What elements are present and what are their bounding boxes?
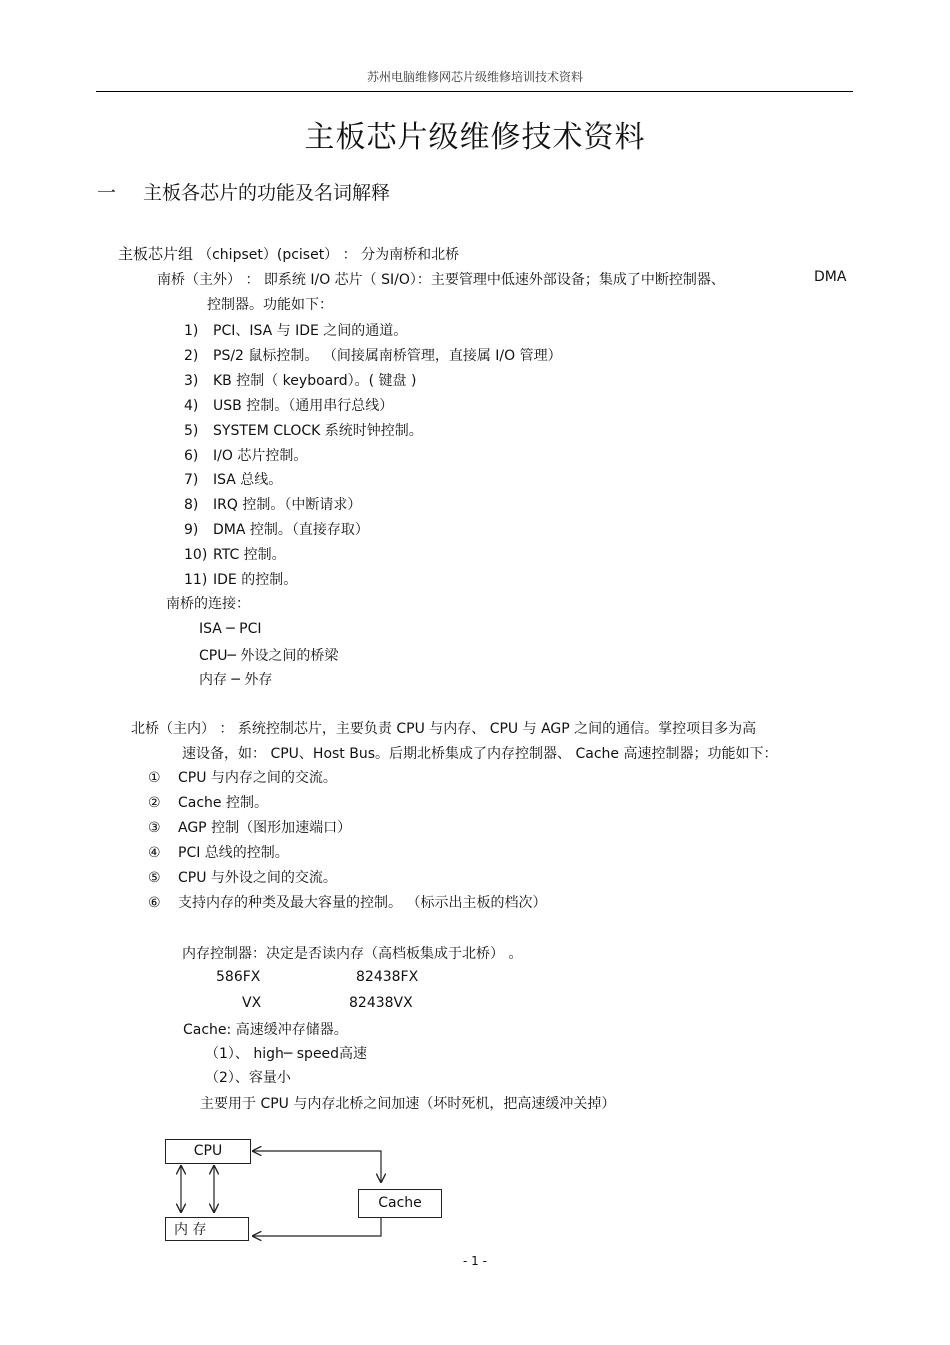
south-item-number: 1)	[184, 323, 199, 339]
northbridge-intro-line2: 速设备，如： CPU、Host Bus。后期北桥集成了内存控制器、 Cache 高速控制器；功能如下：	[182, 746, 778, 762]
north-item-text: PCI 总线的控制。	[178, 845, 289, 861]
south-item-number: 2)	[184, 347, 199, 364]
memctrl-chip: 82438VX	[349, 995, 413, 1011]
north-item-text: CPU 与内存之间的交流。	[178, 770, 337, 786]
south-item	[184, 469, 282, 489]
memory-controller-label: 内存控制器：决定是否读内存（高档板集成于北桥） 。	[182, 946, 523, 962]
page-number: - 1 -	[463, 1254, 487, 1268]
southbridge-intro-line1: 南桥（主外） ： 即系统 I/O 芯片（ SI/O）：主要管理中低速外部设备；集成了中断控制器、	[157, 272, 725, 288]
chipset-label: 主板芯片组	[118, 245, 194, 263]
south-item-text: SYSTEM CLOCK 系统时钟控制。	[213, 422, 423, 439]
memctrl-model: VX	[242, 995, 262, 1011]
south-item-number: 9)	[184, 522, 199, 539]
south-item-number: 4)	[184, 397, 199, 414]
north-item-number: ②	[148, 795, 161, 811]
southbridge-intro-dma: DMA	[814, 269, 847, 285]
connection-item: ISA ─ PCI	[199, 621, 262, 637]
chipset-line	[118, 243, 459, 264]
south-item-text: IRQ 控制。（中断请求）	[213, 497, 362, 514]
southbridge-connection-label: 南桥的连接：	[166, 596, 250, 612]
south-item	[184, 494, 361, 514]
south-item-number: 8)	[184, 497, 199, 514]
south-item	[184, 345, 562, 365]
memctrl-model: 586FX	[216, 969, 261, 985]
memctrl-chip: 82438FX	[356, 969, 419, 985]
south-item	[184, 544, 286, 564]
north-item	[148, 842, 289, 862]
south-item-number: 3)	[184, 372, 199, 389]
cache-point-1: （1）、 high─ speed高速	[205, 1046, 368, 1062]
diagram-cache-box: Cache	[358, 1189, 442, 1218]
north-item	[148, 817, 351, 837]
north-item-number: ①	[148, 770, 161, 786]
south-item-text: PS/2 鼠标控制。 （间接属南桥管理，直接属 I/O 管理）	[213, 347, 562, 364]
north-item-text: Cache 控制。	[178, 795, 268, 811]
section-title: 主板各芯片的功能及名词解释	[143, 182, 391, 204]
north-item-text: CPU 与外设之间的交流。	[178, 870, 337, 886]
south-item-number: 6)	[184, 447, 199, 464]
south-item-text: USB 控制。（通用串行总线）	[213, 397, 394, 414]
south-item-number: 10)	[184, 547, 208, 564]
south-item	[184, 320, 407, 340]
south-item-text: IDE 的控制。	[213, 572, 298, 588]
north-item	[148, 792, 268, 812]
south-item	[184, 395, 393, 415]
north-item-text: AGP 控制（图形加速端口）	[178, 820, 352, 836]
cache-usage: 主要用于 CPU 与内存北桥之间加速（坏时死机，把高速缓冲关掉）	[200, 1096, 616, 1112]
south-item-text: I/O 芯片控制。	[213, 447, 308, 464]
north-item	[148, 892, 546, 912]
connection-item: 内存 ─ 外存	[199, 672, 273, 688]
south-item-number: 11)	[184, 572, 208, 588]
document-title: 主板芯片级维修技术资料	[304, 120, 646, 155]
connection-item: CPU─ 外设之间的桥梁	[199, 648, 339, 664]
southbridge-intro-line2: 控制器。功能如下：	[207, 297, 333, 313]
north-item	[148, 767, 337, 787]
south-item-text: KB 控制（ keyboard）。( 键盘 )	[213, 372, 417, 389]
cache-label: Cache: 高速缓冲存储器。	[183, 1022, 348, 1038]
south-item	[184, 370, 416, 390]
south-item	[184, 519, 369, 539]
north-item-number: ⑥	[148, 895, 161, 911]
south-item	[184, 569, 297, 589]
header-rule	[96, 91, 853, 92]
south-item-number: 5)	[184, 422, 199, 439]
diagram-memory-box: 内 存	[165, 1217, 249, 1241]
northbridge-intro-line1: 北桥（主内） ： 系统控制芯片，主要负责 CPU 与内存、 CPU 与 AGP 之间的通信。掌控项目多为高	[131, 721, 757, 737]
south-item-text: RTC 控制。	[213, 547, 286, 564]
page-header: 苏州电脑维修网芯片级维修培训技术资料	[366, 70, 583, 84]
south-item	[184, 420, 423, 440]
south-item-text: PCI、ISA 与 IDE 之间的通道。	[213, 323, 408, 339]
north-item	[148, 867, 337, 887]
north-item-text: 支持内存的种类及最大容量的控制。 （标示出主板的档次）	[178, 895, 547, 911]
north-item-number: ③	[148, 820, 161, 836]
north-item-number: ④	[148, 845, 161, 861]
cache-point-2: （2）、容量小	[205, 1070, 291, 1086]
section-number: 一	[97, 182, 117, 204]
north-item-number: ⑤	[148, 870, 161, 886]
south-item-text: DMA 控制。（直接存取）	[213, 522, 369, 539]
diagram-cpu-box: CPU	[165, 1139, 251, 1164]
south-item	[184, 445, 307, 465]
south-item-text: ISA 总线。	[213, 472, 283, 489]
chipset-text: （chipset）(pciset） ： 分为南桥和北桥	[198, 247, 460, 263]
south-item-number: 7)	[184, 472, 199, 489]
